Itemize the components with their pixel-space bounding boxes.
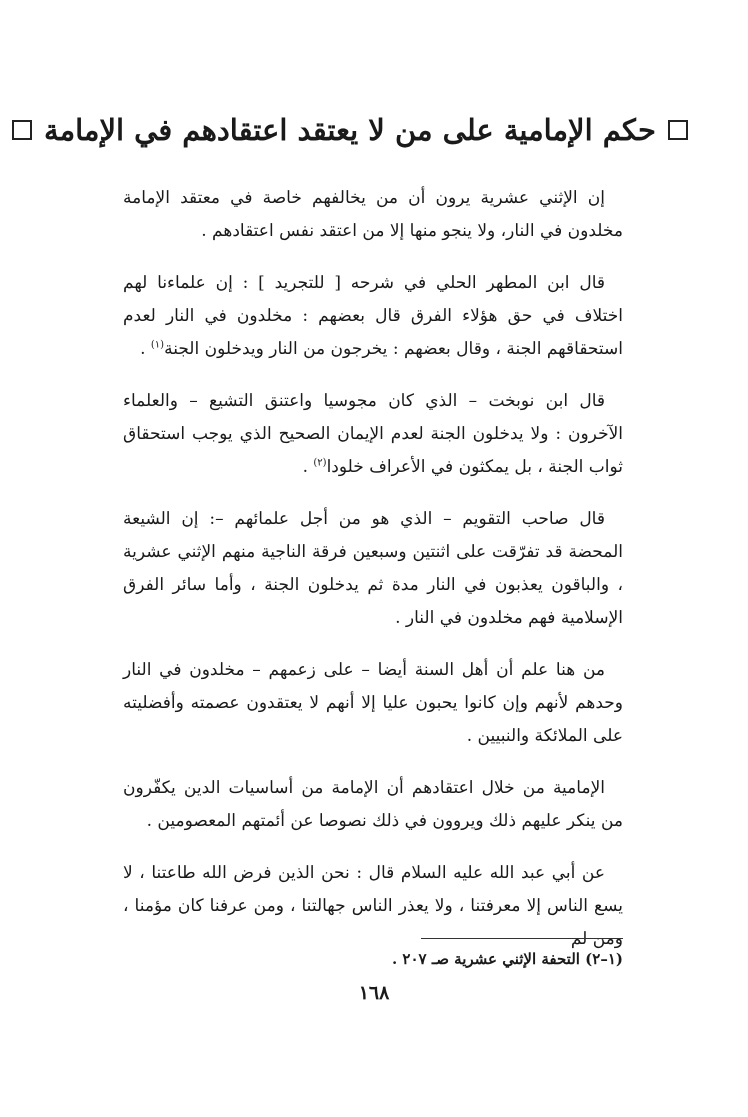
section-title-text: حكم الإمامية على من لا يعتقد اعتقادهم في الإمامة	[44, 113, 656, 147]
footnote-divider	[421, 938, 623, 939]
footnote: (١–٢) التحفة الإثني عشرية صـ ٢٠٧ .	[391, 950, 623, 968]
footnote-mark-1: (١)	[150, 339, 165, 351]
body-text	[123, 182, 623, 975]
title-box-right	[668, 120, 688, 140]
page-number: ١٦٨	[358, 982, 390, 1004]
paragraph-6: الإمامية من خلال اعتقادهم أن الإمامة من أساسيات الدين يكفّرون من ينكر عليهم ذلك ويروون في ذلك نصوصا عن أئمتهم المعصومين .	[123, 778, 623, 831]
paragraph-3: قال ابن نوبخت – الذي كان مجوسيا واعتنق التشيع – والعلماء الآخرون : ولا يدخلون الجنة لعدم الإيمان الصحيح الذي يوجب استحقاق ثواب الجنة ، بل يمكثون في الأعراف خلودا$^{(٢)}$ .	[123, 391, 623, 477]
section-title	[44, 108, 656, 152]
paragraph-7: عن أبي عبد الله عليه السلام قال : نحن الذين فرض الله طاعتنا ، لا يسع الناس إلا معرفتنا ، ولا يعذر الناس جهالتنا ، ومن عرفنا كان مؤمنا ، ومن لم	[123, 863, 623, 949]
paragraph-1: إن الإثني عشرية يرون أن من يخالفهم خاصة في معتقد الإمامة مخلدون في النار، ولا ينجو منها إلا من اعتقد نفس اعتقادهم .	[123, 188, 623, 241]
paragraph-2: قال ابن المطهر الحلي في شرحه [ للتجريد ] : إن علماءنا لهم اختلاف في حق هؤلاء الفرق قال بعضهم : مخلدون في النار لعدم استحقاقهم الجنة ، وقال بعضهم : يخرجون من النار ويدخلون الجنة$^{(١)}$ .	[123, 273, 623, 359]
title-box-left	[12, 120, 32, 140]
paragraph-4: قال صاحب التقويم – الذي هو من أجل علمائهم –: إن الشيعة المحضة قد تفرّقت على اثنتين وسبعين فرقة الناجية منهم الإثني عشرية ، والباقون يعذبون في النار مدة ثم يدخلون الجنة ، وأما سائر الفرق الإسلامية فهم مخلدون في النار .	[123, 509, 623, 628]
footnote-mark-2: (٢)	[313, 457, 327, 469]
paragraph-5: من هنا علم أن أهل السنة أيضا – على زعمهم – مخلدون في النار وحدهم لأنهم وإن كانوا يحبون عليا إلا أنهم لا يعتقدون عصمته وأفضليته على الملائكة والنبيين .	[123, 660, 623, 746]
